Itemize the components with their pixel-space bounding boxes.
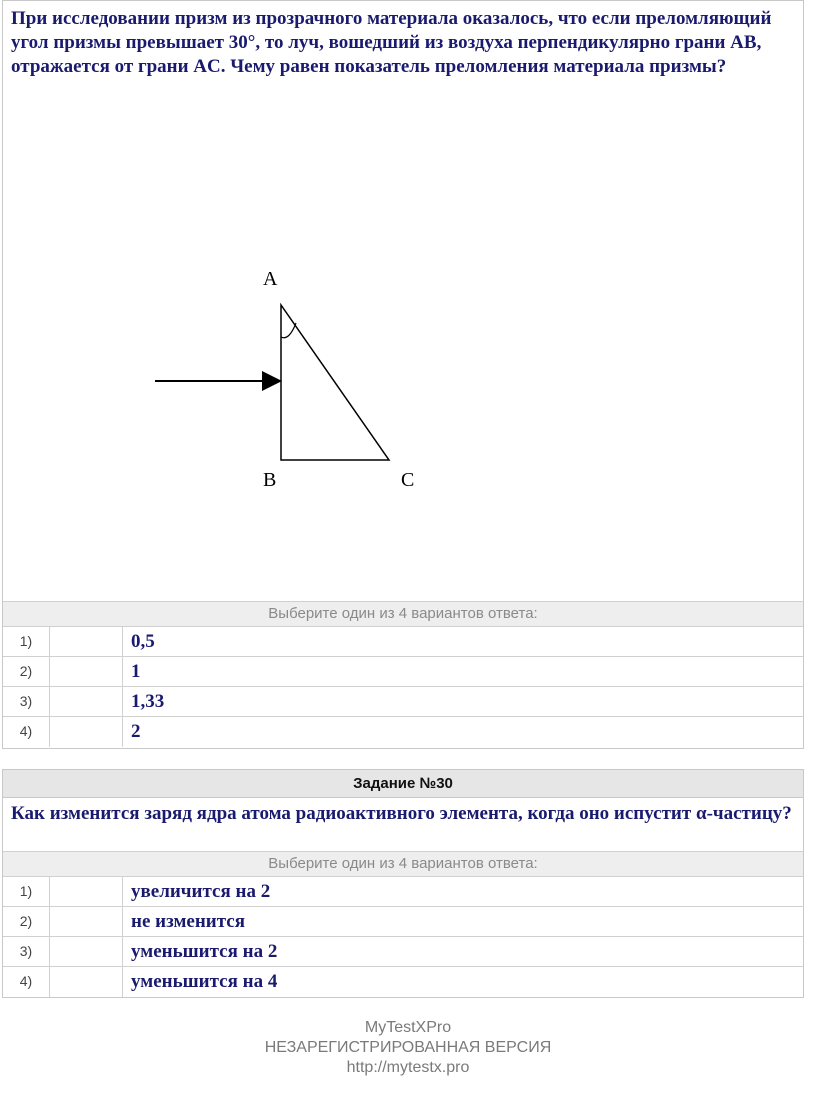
answer-text: 0,5 xyxy=(131,631,155,652)
footer-version: НЕЗАРЕГИСТРИРОВАННАЯ ВЕРСИЯ xyxy=(264,1039,552,1056)
vertex-label-b: B xyxy=(263,469,277,491)
answer-row[interactable] xyxy=(3,717,803,747)
answer-text: 1,33 xyxy=(131,691,165,712)
answer-text: 1 xyxy=(131,661,141,682)
answer-row[interactable] xyxy=(3,627,803,657)
answer-row[interactable] xyxy=(3,937,803,967)
answer-row[interactable] xyxy=(3,877,803,907)
answer-number: 1) xyxy=(3,877,50,906)
task-29-answers xyxy=(3,627,803,747)
footer-watermark xyxy=(0,1018,816,1078)
answer-number: 2) xyxy=(3,907,50,936)
answer-text: не изменится xyxy=(131,911,245,932)
answer-text: 2 xyxy=(131,721,141,742)
answer-number: 1) xyxy=(3,627,50,656)
answer-mark-cell[interactable] xyxy=(50,967,123,997)
answer-mark-cell[interactable] xyxy=(50,937,123,966)
answer-mark-cell[interactable] xyxy=(50,687,123,716)
footer-brand: MyTestXPro xyxy=(364,1019,452,1036)
answer-number: 2) xyxy=(3,657,50,686)
answer-row[interactable] xyxy=(3,967,803,997)
answer-number: 4) xyxy=(3,717,50,747)
answer-number: 3) xyxy=(3,937,50,966)
prism-diagram xyxy=(143,261,443,501)
answer-mark-cell[interactable] xyxy=(50,877,123,906)
answer-text: увеличится на 2 xyxy=(131,881,271,902)
task-30-answers xyxy=(3,877,803,997)
answer-text: уменьшится на 4 xyxy=(131,971,278,992)
task-30-choose-text: Выберите один из 4 вариантов ответа: xyxy=(3,851,803,877)
answer-mark-cell[interactable] xyxy=(50,907,123,936)
task-29-block xyxy=(2,0,804,749)
answer-mark-cell[interactable] xyxy=(50,717,123,747)
task-30-header: Задание №30 xyxy=(3,770,803,798)
task-30-block xyxy=(2,769,804,998)
prism-triangle xyxy=(281,305,389,460)
answer-mark-cell[interactable] xyxy=(50,627,123,656)
task-29-choose-text: Выберите один из 4 вариантов ответа: xyxy=(3,601,803,627)
task-29-question: При исследовании призм из прозрачного материала оказалось, что если преломляющий угол призмы превышает 30°, то луч, вошедший из воздуха перпендикулярно грани AB, отражается от грани AC. Чему равен показатель преломления материала призмы? xyxy=(11,8,772,77)
answer-row[interactable] xyxy=(3,907,803,937)
answer-number: 4) xyxy=(3,967,50,997)
answer-mark-cell[interactable] xyxy=(50,657,123,686)
angle-arc xyxy=(281,323,296,338)
task-30-question: Как изменится заряд ядра атома радиоактивного элемента, когда оно испустит α-частицу? xyxy=(11,803,792,824)
answer-number: 3) xyxy=(3,687,50,716)
vertex-label-a: A xyxy=(263,268,278,290)
answer-row[interactable] xyxy=(3,657,803,687)
vertex-label-c: C xyxy=(401,469,415,491)
footer-url: http://mytestx.pro xyxy=(346,1059,470,1076)
answer-row[interactable] xyxy=(3,687,803,717)
answer-text: уменьшится на 2 xyxy=(131,941,278,962)
